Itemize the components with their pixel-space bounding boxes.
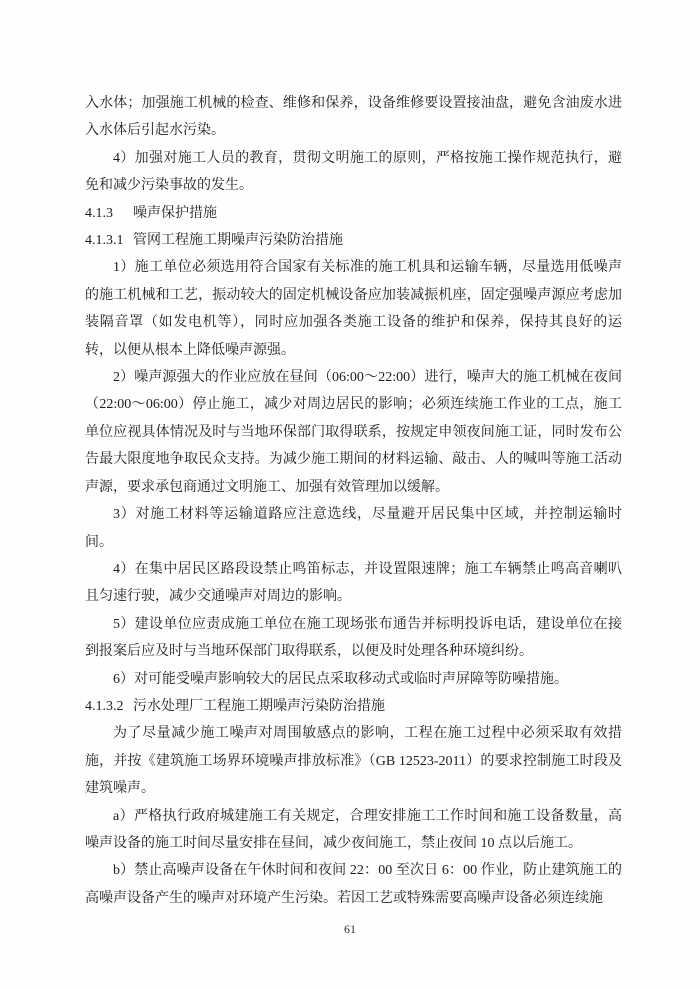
section-heading <box>85 227 622 254</box>
paragraph: 4）加强对施工人员的教育，贯彻文明施工的原则，严格按施工操作规范执行，避免和减少污染事故的发生。 <box>85 150 622 194</box>
paragraph: 4）在集中居民区路段设禁止鸣笛标志，并设置限速牌；施工车辆禁止鸣高音喇叭且匀速行驶，减少交通噪声对周边的影响。 <box>85 561 622 605</box>
section-heading-title: 噪声保护措施 <box>133 205 217 221</box>
paragraph: 5）建设单位应责成施工单位在施工现场张布通告并标明投诉电话，建设单位在接到报案后应及时与当地环保部门取得联系，以便及时处理各种环境纠纷。 <box>85 616 622 660</box>
page-footer <box>0 922 700 937</box>
paragraph: a）严格执行政府城建施工有关规定，合理安排施工工作时间和施工设备数量，高噪声设备的施工时间尽量安排在昼间，减少夜间施工，禁止夜间 10 点以后施工。 <box>85 808 622 851</box>
paragraph: 为了尽量减少施工噪声对周围敏感点的影响，工程在施工过程中必须采取有效措施，并按《建筑施工场界环境噪声排放标准》（GB 12523-2011）的要求控制施工时段及建筑噪声。 <box>85 726 622 797</box>
section-heading-title: 污水处理厂工程施工期噪声污染防治措施 <box>133 698 385 714</box>
section-heading-number: 4.1.3.1 <box>85 233 124 249</box>
paragraph: 6）对可能受噪声影响较大的居民点采取移动式或临时声屏障等防噪措施。 <box>113 671 568 687</box>
paragraph: 2）噪声源强大的作业应放在昼间（06:00～22:00）进行，噪声大的施工机械在夜间（22:00～06:00）停止施工，减少对周边居民的影响；必须连续施工作业的工点，施工单位应视具体情况及时与当地环保部门取得联系，按规定申领夜间施工证，同时发布公告最大限度地争取民众支持。为减少施工期间的材料运输、敲击、人的喊叫等施工活动声源，要求承包商通过文明施工、加强有效管理加以缓解。 <box>85 370 622 495</box>
paragraph: b）禁止高噪声设备在午休时间和夜间 22：00 至次日 6：00 作业，防止建筑施工的高噪声设备产生的噪声对环境产生污染。若因工艺或特殊需要高噪声设备必须连续施 <box>85 863 622 906</box>
section-heading-number: 4.1.3 <box>85 205 113 221</box>
page-number: 61 <box>344 922 356 936</box>
section-heading-title: 管网工程施工期噪声污染防治措施 <box>133 233 343 249</box>
paragraph: 入水体；加强施工机械的检查、维修和保养，设备维修要设置接油盘，避免含油废水进入水体后引起水污染。 <box>85 96 622 139</box>
section-heading <box>85 693 622 720</box>
section-heading <box>85 200 622 227</box>
paragraph: 1）施工单位必须选用符合国家有关标准的施工机具和运输车辆，尽量选用低噪声的施工机械和工艺，振动较大的固定机械设备应加装减振机座，固定强噪声源应考虑加装隔音罩（如发电机等），同时应加强各类施工设备的维护和保养，保持其良好的运转，以便从根本上降低噪声源强。 <box>85 260 622 358</box>
section-heading-number: 4.1.3.2 <box>85 698 124 714</box>
document-body <box>85 90 622 912</box>
paragraph: 3）对施工材料等运输道路应注意选线，尽量避开居民集中区域，并控制运输时间。 <box>85 507 622 550</box>
